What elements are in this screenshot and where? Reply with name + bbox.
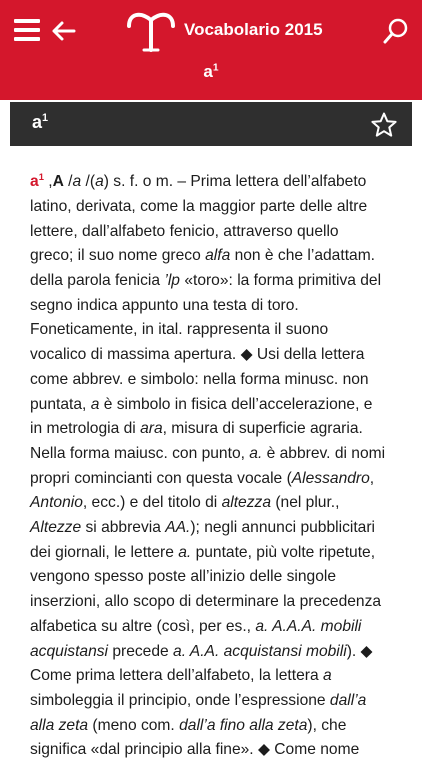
definition-text: significa «dal principio alla fine». ◆ Come nome bbox=[30, 741, 360, 759]
italic-term: Alessandro bbox=[291, 469, 370, 487]
header-headword bbox=[0, 62, 422, 82]
treccani-logo-icon bbox=[126, 8, 176, 52]
entry-title-bar bbox=[10, 102, 412, 146]
definition-text: ); negli annunci pubblicitari bbox=[190, 519, 375, 537]
italic-term: ara bbox=[140, 420, 163, 438]
app-logo bbox=[126, 8, 176, 52]
definition-line bbox=[30, 467, 400, 492]
definition-text: , misura di superficie agraria. bbox=[162, 420, 363, 438]
definition-text: A bbox=[52, 173, 64, 191]
entry-title-superscript: 1 bbox=[42, 112, 49, 124]
definition-line bbox=[30, 689, 400, 714]
definition-text: è simbolo in fisica dell’accelerazione, e bbox=[99, 395, 373, 413]
definition-text: , bbox=[369, 469, 375, 487]
definition-line bbox=[30, 590, 400, 615]
back-button[interactable] bbox=[50, 18, 76, 44]
menu-button[interactable] bbox=[14, 19, 40, 45]
entry-title bbox=[32, 112, 48, 133]
definition-line bbox=[30, 541, 400, 566]
definition-text: Nella forma maiusc. con punto, bbox=[30, 444, 250, 462]
arrow-left-icon bbox=[50, 18, 76, 44]
italic-term: a. bbox=[249, 444, 263, 462]
definition-text: puntata, bbox=[30, 395, 91, 413]
definition-text: ), che bbox=[307, 716, 347, 734]
definition-line bbox=[30, 640, 400, 665]
entry-title-text: a bbox=[32, 112, 43, 132]
italic-term: a bbox=[322, 667, 332, 685]
definition-line bbox=[30, 664, 400, 689]
definition-text: della parola fenicia bbox=[30, 272, 165, 289]
definition-text: , bbox=[43, 173, 53, 191]
italic-term: a. bbox=[178, 543, 192, 561]
definition-text: è abbrev. di nomi bbox=[262, 444, 386, 462]
italic-term: ’lp bbox=[164, 272, 180, 289]
entry-lemma: a bbox=[30, 173, 39, 191]
italic-term: Altezze bbox=[30, 519, 82, 537]
definition-text: alfabetica su altre (così, per es., bbox=[30, 617, 256, 635]
search-button[interactable] bbox=[382, 17, 410, 45]
italic-term: a bbox=[72, 173, 82, 191]
definition-line bbox=[30, 442, 400, 467]
definition-text: «toro»: la forma primitiva del bbox=[179, 272, 382, 289]
definition-line bbox=[30, 615, 400, 640]
definition-text: , ecc.) e del titolo di bbox=[82, 494, 222, 512]
italic-term: a bbox=[90, 395, 100, 413]
app-title: Vocabolario 2015 bbox=[184, 20, 323, 39]
definition-line bbox=[30, 269, 400, 294]
definition-line bbox=[30, 318, 400, 343]
definition-text: (nel plur., bbox=[271, 494, 340, 512]
italic-term: alfa bbox=[205, 247, 231, 265]
entry-lemma: 1 bbox=[38, 172, 44, 182]
definition-text: Foneticamente, in ital. rappresenta il suono bbox=[30, 321, 329, 339]
definition-text: greco; il suo nome greco bbox=[30, 247, 206, 265]
definition-text: ). ◆ bbox=[346, 642, 373, 660]
definition-line bbox=[30, 165, 400, 195]
star-outline-icon bbox=[370, 111, 398, 139]
entry-definition bbox=[30, 165, 400, 763]
definition-text: ) s. f. o m. – Prima lettera dell’alfabeto bbox=[103, 173, 367, 191]
app-bar bbox=[0, 0, 422, 100]
italic-term: AA. bbox=[165, 519, 191, 537]
definition-line bbox=[30, 294, 400, 319]
definition-text: in metrologia di bbox=[30, 420, 141, 438]
italic-term: a. A.A. acquistansi mobili bbox=[173, 642, 347, 660]
definition-text: precede bbox=[108, 642, 174, 660]
italic-term: dall’a bbox=[329, 691, 367, 709]
definition-text: simboleggia il principio, onde l’espressione bbox=[30, 691, 330, 709]
italic-term: Antonio bbox=[30, 494, 83, 512]
hamburger-icon bbox=[14, 19, 40, 41]
definition-text: inserzioni, allo scopo di determinare la precedenza bbox=[30, 593, 382, 611]
definition-text: segno indica appunto una testa di toro. bbox=[30, 296, 299, 314]
definition-line bbox=[30, 343, 400, 368]
definition-line bbox=[30, 565, 400, 590]
definition-text: propri comincianti con questa vocale ( bbox=[30, 469, 292, 487]
definition-line bbox=[30, 714, 400, 739]
definition-line bbox=[30, 393, 400, 418]
definition-line bbox=[30, 516, 400, 541]
definition-text: come abbrev. e simbolo: nella forma minusc. non bbox=[30, 370, 369, 388]
italic-term: acquistansi bbox=[30, 642, 109, 660]
italic-term: a. A.A.A. mobili bbox=[255, 617, 362, 635]
italic-term: altezza bbox=[221, 494, 271, 512]
definition-line bbox=[30, 738, 400, 763]
definition-text: /( bbox=[81, 173, 96, 191]
definition-line bbox=[30, 491, 400, 516]
italic-term: dall’a fino alla zeta bbox=[179, 716, 308, 734]
definition-line bbox=[30, 368, 400, 393]
definition-text: Come prima lettera dell’alfabeto, la lettera bbox=[30, 667, 323, 685]
search-icon bbox=[382, 17, 410, 45]
definition-line bbox=[30, 244, 400, 269]
definition-text: vengono spesso poste all’inizio delle singole bbox=[30, 568, 337, 586]
definition-text: puntate, più volte ripetute, bbox=[191, 543, 376, 561]
definition-text: (meno com. bbox=[88, 716, 180, 734]
favorite-button[interactable] bbox=[370, 111, 398, 139]
italic-term: alla zeta bbox=[30, 716, 89, 734]
definition-line bbox=[30, 195, 400, 220]
definition-line bbox=[30, 220, 400, 245]
definition-text: vocalico di massima apertura. ◆ Usi della lettera bbox=[30, 346, 365, 364]
header-headword-text: a bbox=[203, 62, 213, 81]
definition-text: si abbrevia bbox=[81, 519, 166, 537]
definition-text: lettere, dall’alfabeto fenicio, attraverso quello bbox=[30, 222, 339, 240]
header-headword-superscript: 1 bbox=[212, 62, 219, 74]
definition-text: non è che l’adattam. bbox=[230, 247, 376, 265]
definition-text: dei giornali, le lettere bbox=[30, 543, 179, 561]
definition-text: / bbox=[63, 173, 73, 191]
definition-text: latino, derivata, come la maggior parte delle altre bbox=[30, 197, 368, 215]
italic-term: a bbox=[95, 173, 104, 191]
definition-line bbox=[30, 417, 400, 442]
